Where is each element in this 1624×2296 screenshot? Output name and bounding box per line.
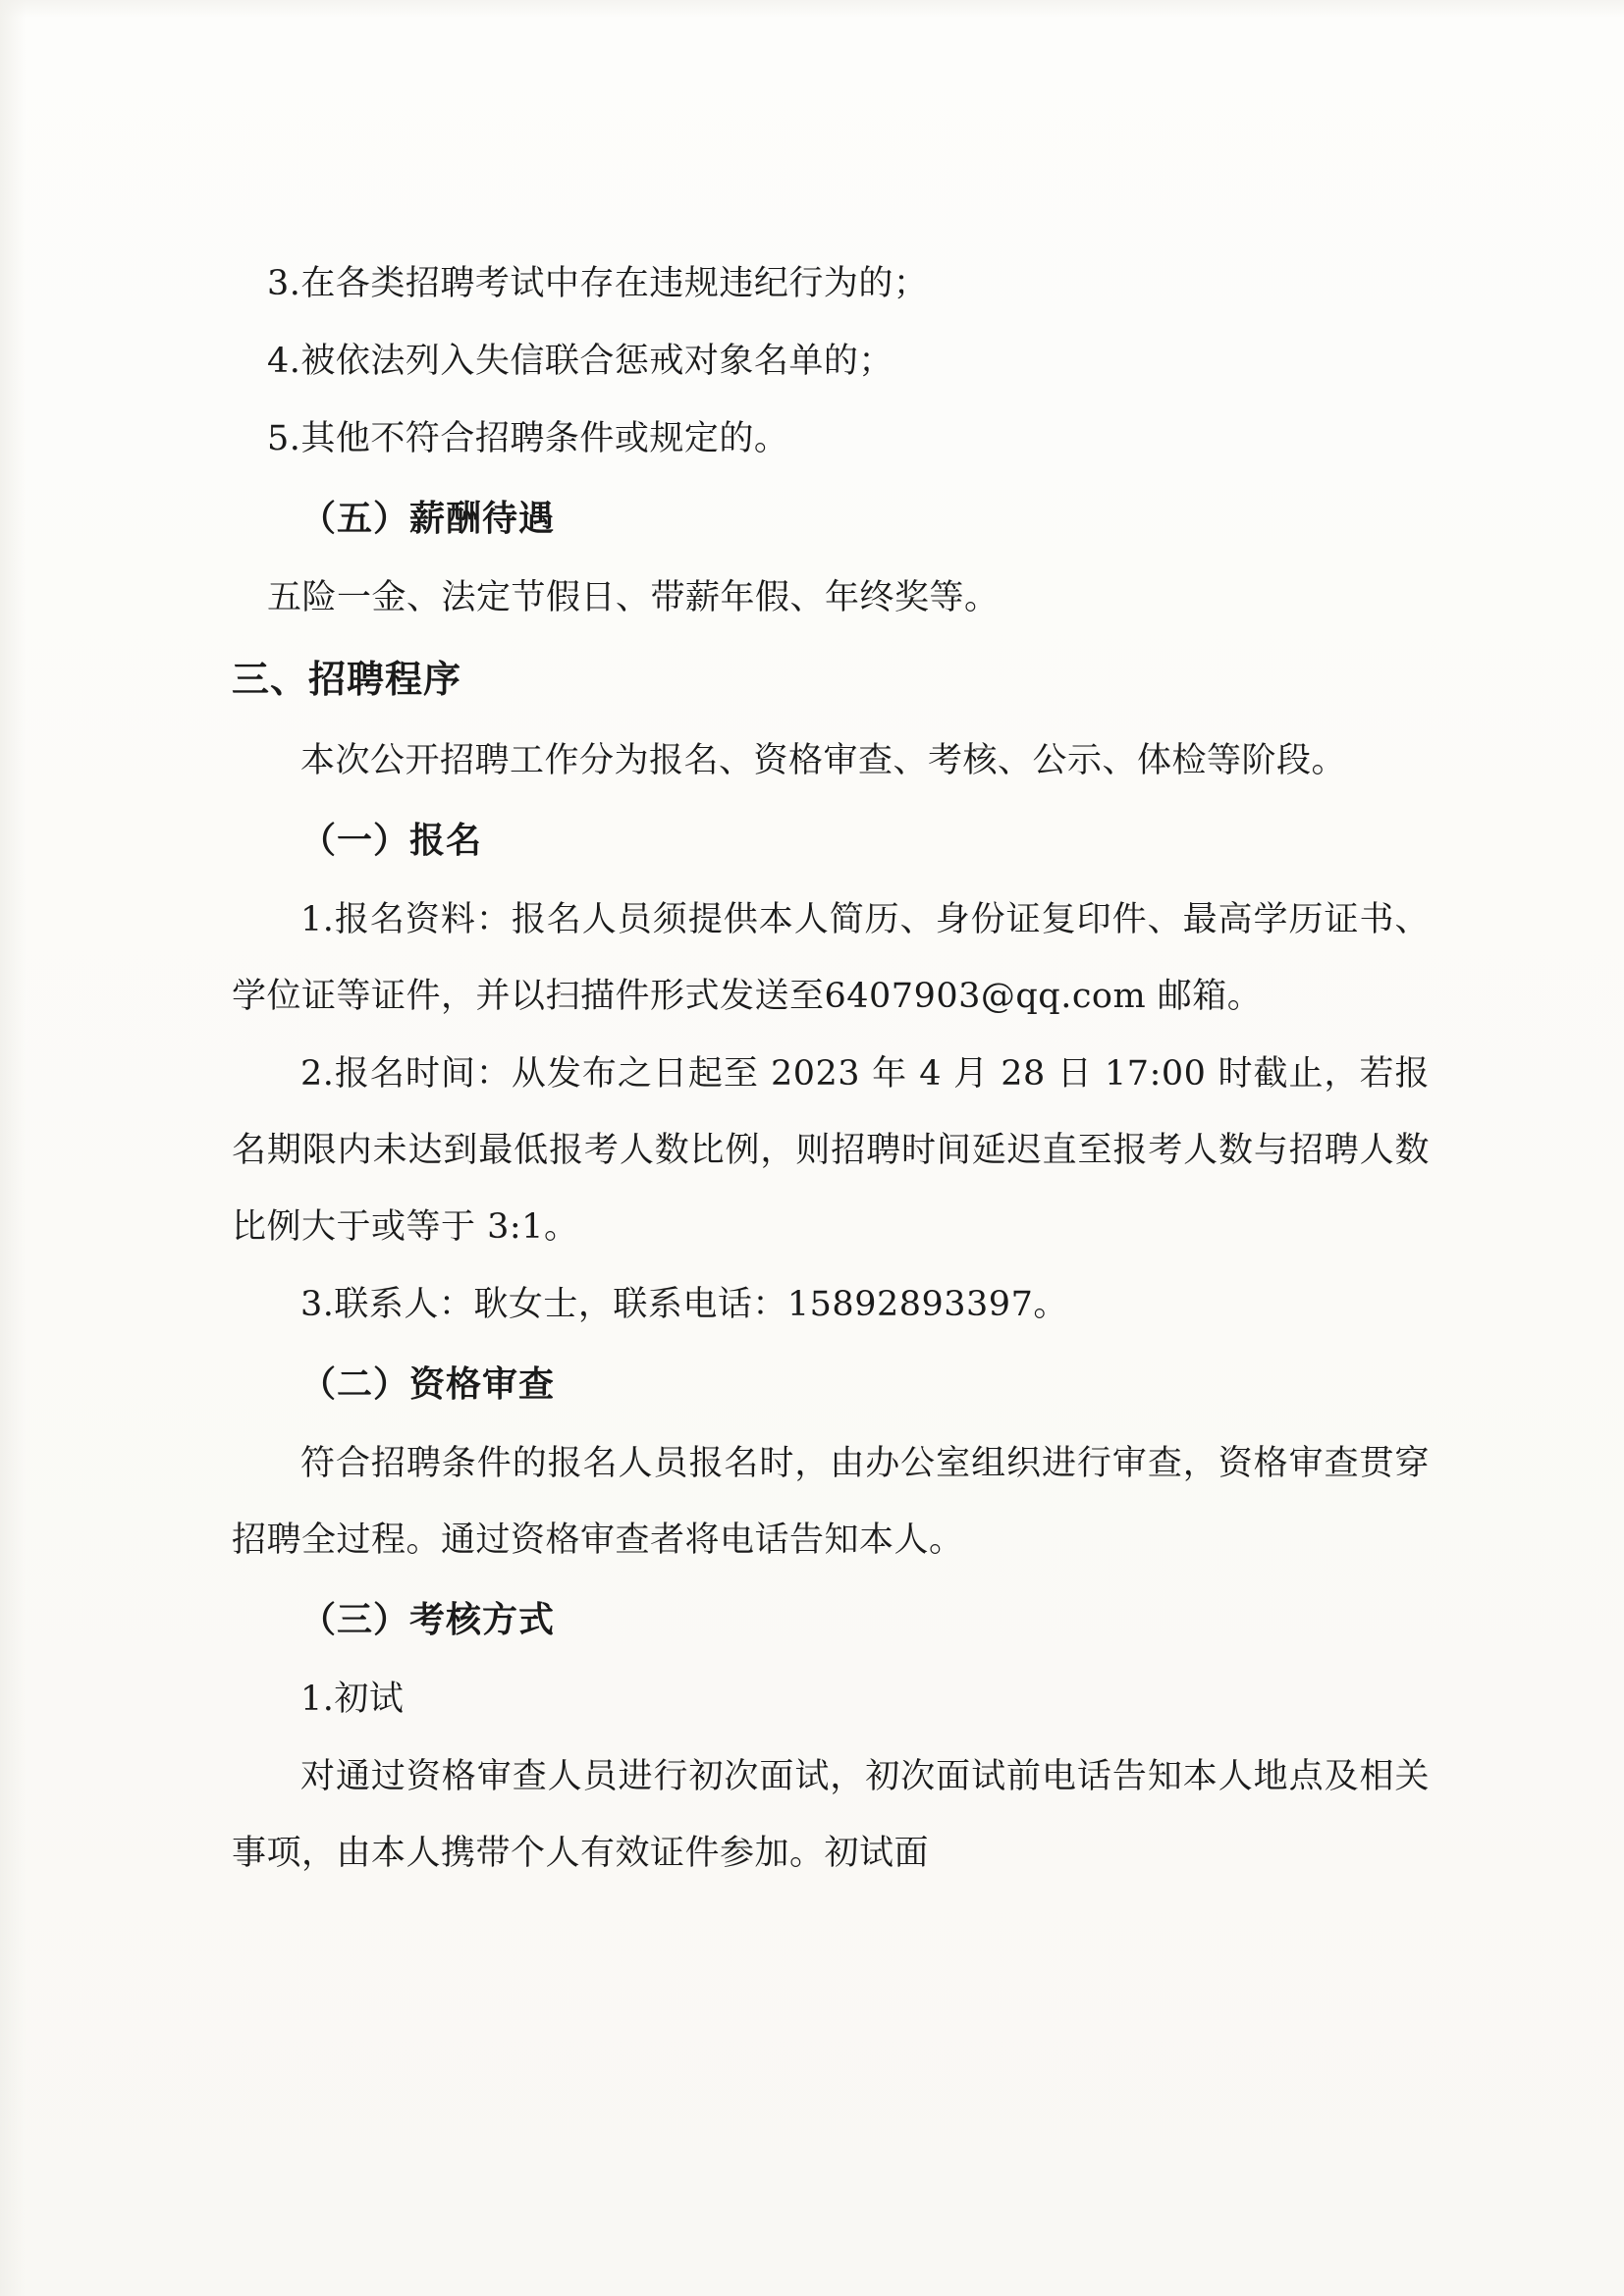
paragraph-first-round-text: 对通过资格审查人员进行初次面试，初次面试前电话告知本人地点及相关事项，由本人携带个人有效证件参加。初试面 — [232, 1757, 1430, 1873]
section-heading-salary: （五）薪酬待遇 — [300, 498, 556, 539]
paragraph-registration-contact: 3.联系人：耿女士，联系电话：15892893397。 — [300, 1285, 1068, 1324]
paragraph-registration-materials: 1.报名资料：报名人员须提供本人简历、身份证复印件、最高学历证书、学位证等证件，并以扫描件形式发送至6407903@qq.com 邮箱。 — [232, 900, 1430, 1016]
page-edge-shadow-left — [0, 0, 26, 2296]
paragraph-registration-time: 2.报名时间：从发布之日起至 2023 年 4 月 28 日 17:00 时截止，若报名期限内未达到最低报考人数比例，则招聘时间延迟直至报考人数与招聘人数比例大于或等于 3:1。 — [232, 1054, 1430, 1247]
paragraph-procedure-intro: 本次公开招聘工作分为报名、资格审查、考核、公示、体检等阶段。 — [300, 741, 1347, 780]
section-heading-qualification: （二）资格审查 — [300, 1363, 556, 1405]
paragraph-salary: 五险一金、法定节假日、带薪年假、年终奖等。 — [267, 578, 1000, 617]
list-item: 3.在各类招聘考试中存在违规违纪行为的； — [267, 264, 929, 303]
list-item: 4.被依法列入失信联合惩戒对象名单的； — [267, 342, 893, 381]
paragraph-qualification: 符合招聘条件的报名人员报名时，由办公室组织进行审查，资格审查贯穿招聘全过程。通过资格审查者将电话告知本人。 — [232, 1444, 1430, 1560]
section-heading-assessment: （三）考核方式 — [300, 1599, 556, 1640]
document-body — [232, 245, 1430, 1893]
section-heading-registration: （一）报名 — [300, 820, 483, 861]
page-edge-shadow-top — [0, 0, 1624, 18]
paragraph-first-round-label: 1.初试 — [300, 1680, 405, 1719]
list-item: 5.其他不符合招聘条件或规定的。 — [267, 419, 789, 458]
section-heading-procedure: 三、招聘程序 — [232, 657, 462, 701]
